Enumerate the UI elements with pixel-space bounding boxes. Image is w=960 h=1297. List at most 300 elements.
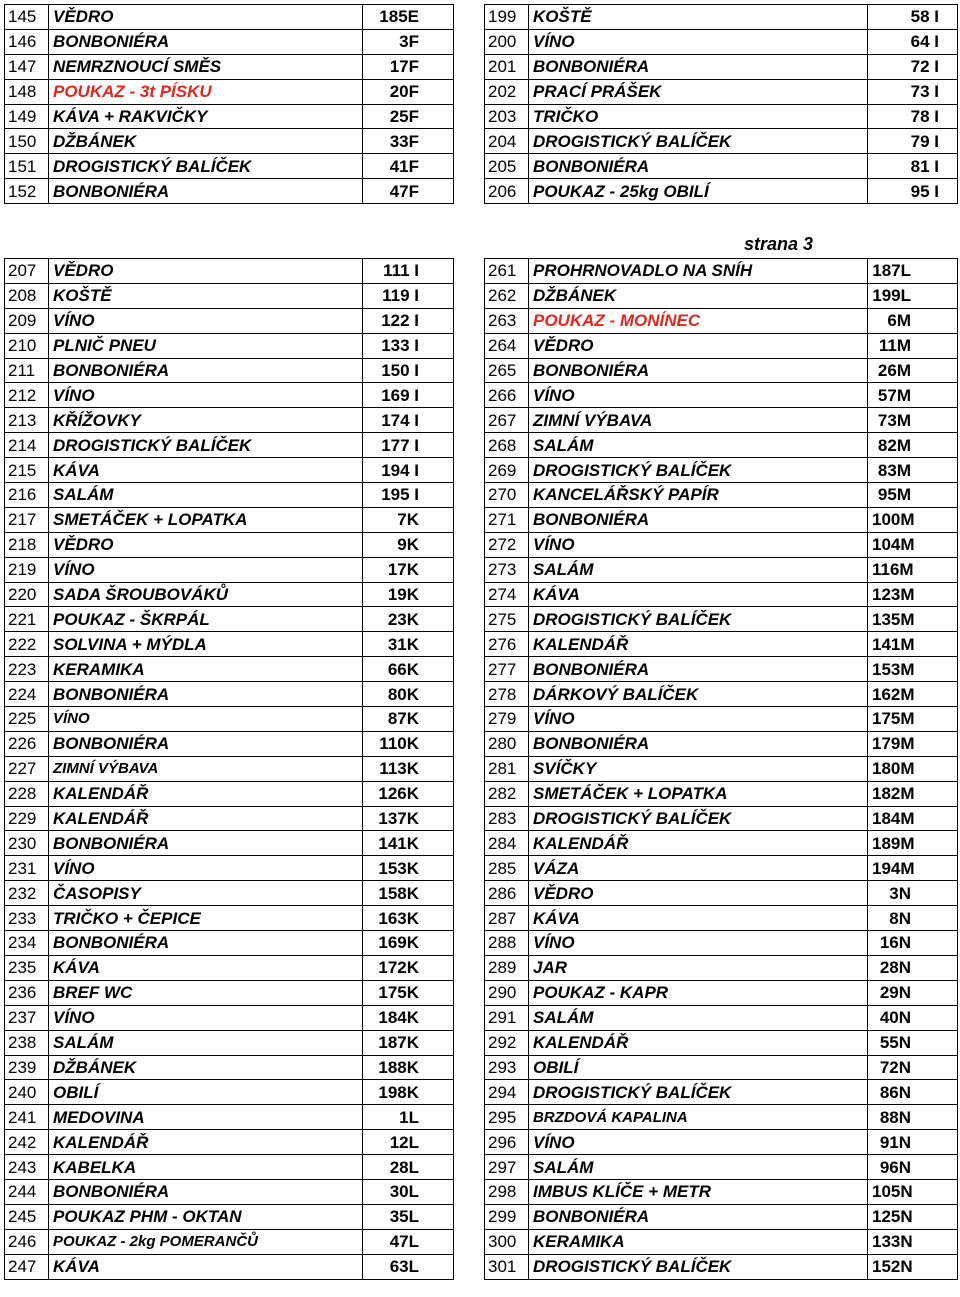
table-row — [485, 408, 958, 433]
row-number-cell: 296 — [485, 1130, 529, 1155]
table-row — [485, 1179, 958, 1204]
ticket-code-cell: 31K — [363, 632, 454, 657]
prize-name-cell: KOŠTĚ — [49, 283, 363, 308]
prize-name-cell: PLNIČ PNEU — [49, 333, 363, 358]
row-number-cell: 210 — [5, 333, 49, 358]
prize-name-cell: VÍNO — [529, 707, 868, 732]
table-row — [485, 29, 958, 54]
ticket-code-cell: 194 I — [363, 458, 454, 483]
prize-name-cell: KÁVA — [49, 458, 363, 483]
prize-name-cell: DŽBÁNEK — [49, 1055, 363, 1080]
prize-name-cell: ZIMNÍ VÝBAVA — [49, 756, 363, 781]
prize-name-cell: VÍNO — [529, 931, 868, 956]
row-number-cell: 201 — [485, 54, 529, 79]
ticket-code-cell: 40N — [868, 1005, 958, 1030]
table-row — [5, 483, 454, 508]
prize-name-cell: DROGISTICKÝ BALÍČEK — [529, 607, 868, 632]
row-number-cell: 224 — [5, 682, 49, 707]
prize-name-cell: SALÁM — [49, 483, 363, 508]
ticket-code-cell: 113K — [363, 756, 454, 781]
ticket-code-cell: 82M — [868, 433, 958, 458]
row-number-cell: 268 — [485, 433, 529, 458]
prize-name-cell: SALÁM — [529, 1155, 868, 1180]
prize-name-cell: VÍNO — [529, 1130, 868, 1155]
ticket-code-cell: 25F — [363, 104, 454, 129]
table-row — [485, 259, 958, 284]
row-number-cell: 266 — [485, 383, 529, 408]
prize-name-cell: BONBONIÉRA — [529, 507, 868, 532]
prize-name-cell: KÁVA — [529, 582, 868, 607]
row-number-cell: 220 — [5, 582, 49, 607]
row-number-cell: 278 — [485, 682, 529, 707]
prize-name-cell: IMBUS KLÍČE + METR — [529, 1179, 868, 1204]
prize-name-cell: VĚDRO — [529, 333, 868, 358]
prize-name-cell: VÍNO — [49, 383, 363, 408]
table-row — [5, 806, 454, 831]
row-number-cell: 211 — [5, 358, 49, 383]
prize-name-cell: POUKAZ - MONÍNEC — [529, 308, 868, 333]
prize-name-cell: SOLVINA + MÝDLA — [49, 632, 363, 657]
ticket-code-cell: 12L — [363, 1130, 454, 1155]
row-number-cell: 209 — [5, 308, 49, 333]
table-row — [5, 906, 454, 931]
prize-name-cell: SALÁM — [529, 1005, 868, 1030]
table-row — [5, 682, 454, 707]
row-number-cell: 229 — [5, 806, 49, 831]
ticket-code-cell: 3N — [868, 881, 958, 906]
prize-name-cell: DROGISTICKÝ BALÍČEK — [529, 1080, 868, 1105]
row-number-cell: 262 — [485, 283, 529, 308]
table-row — [5, 179, 454, 204]
prize-name-cell: ČASOPISY — [49, 881, 363, 906]
ticket-code-cell: 122 I — [363, 308, 454, 333]
ticket-code-cell: 73 I — [868, 79, 958, 104]
table-row — [5, 607, 454, 632]
ticket-code-cell: 111 I — [363, 259, 454, 284]
row-number-cell: 291 — [485, 1005, 529, 1030]
row-number-cell: 207 — [5, 259, 49, 284]
ticket-code-cell: 198K — [363, 1080, 454, 1105]
ticket-code-cell: 73M — [868, 408, 958, 433]
prize-name-cell: POUKAZ PHM - OKTAN — [49, 1204, 363, 1229]
prize-name-cell: POUKAZ - ŠKRPÁL — [49, 607, 363, 632]
table-row — [5, 707, 454, 732]
row-number-cell: 204 — [485, 129, 529, 154]
table-row — [485, 458, 958, 483]
row-number-cell: 247 — [5, 1254, 49, 1279]
prize-name-cell: SALÁM — [529, 433, 868, 458]
row-number-cell: 228 — [5, 781, 49, 806]
table-row — [5, 881, 454, 906]
prize-name-cell: OBILÍ — [49, 1080, 363, 1105]
row-number-cell: 265 — [485, 358, 529, 383]
ticket-code-cell: 72 I — [868, 54, 958, 79]
prize-name-cell: VÍNO — [529, 29, 868, 54]
row-number-cell: 287 — [485, 906, 529, 931]
ticket-code-cell: 195 I — [363, 483, 454, 508]
table-row — [5, 931, 454, 956]
row-number-cell: 214 — [5, 433, 49, 458]
prize-name-cell: VĚDRO — [529, 881, 868, 906]
ticket-code-cell: 20F — [363, 79, 454, 104]
ticket-code-cell: 57M — [868, 383, 958, 408]
row-number-cell: 276 — [485, 632, 529, 657]
table-row — [485, 1105, 958, 1130]
ticket-code-cell: 185E — [363, 5, 454, 30]
table-row — [485, 1229, 958, 1254]
prize-name-cell: VÍNO — [529, 532, 868, 557]
row-number-cell: 240 — [5, 1080, 49, 1105]
ticket-code-cell: 179M — [868, 731, 958, 756]
table-row — [5, 383, 454, 408]
row-number-cell: 290 — [485, 980, 529, 1005]
table-row — [485, 507, 958, 532]
table-row — [5, 1055, 454, 1080]
prize-name-cell: BONBONIÉRA — [529, 358, 868, 383]
ticket-code-cell: 1L — [363, 1105, 454, 1130]
prize-name-cell: KŘÍŽOVKY — [49, 408, 363, 433]
ticket-code-cell: 187L — [868, 259, 958, 284]
ticket-code-cell: 194M — [868, 856, 958, 881]
prize-name-cell: SMETÁČEK + LOPATKA — [49, 507, 363, 532]
ticket-code-cell: 169 I — [363, 383, 454, 408]
row-number-cell: 242 — [5, 1130, 49, 1155]
row-number-cell: 239 — [5, 1055, 49, 1080]
ticket-code-cell: 26M — [868, 358, 958, 383]
table-row — [5, 756, 454, 781]
table-row — [5, 5, 454, 30]
table-row — [5, 1204, 454, 1229]
prize-name-cell: BONBONIÉRA — [49, 179, 363, 204]
row-number-cell: 223 — [5, 657, 49, 682]
table-row — [5, 129, 454, 154]
prize-name-cell: POUKAZ - 3t PÍSKU — [49, 79, 363, 104]
table-row — [5, 781, 454, 806]
row-number-cell: 149 — [5, 104, 49, 129]
table-row — [485, 1254, 958, 1279]
ticket-code-cell: 28N — [868, 955, 958, 980]
prize-name-cell: DŽBÁNEK — [529, 283, 868, 308]
table-row — [485, 154, 958, 179]
prize-name-cell: VÁZA — [529, 856, 868, 881]
ticket-code-cell: 66K — [363, 657, 454, 682]
table-row — [5, 557, 454, 582]
row-number-cell: 281 — [485, 756, 529, 781]
table-row — [485, 582, 958, 607]
table-row — [5, 458, 454, 483]
prize-name-cell: VÍNO — [529, 383, 868, 408]
ticket-code-cell: 9K — [363, 532, 454, 557]
table-row — [5, 54, 454, 79]
ticket-code-cell: 141M — [868, 632, 958, 657]
table-row — [485, 856, 958, 881]
row-number-cell: 212 — [5, 383, 49, 408]
table-row — [485, 1030, 958, 1055]
ticket-code-cell: 150 I — [363, 358, 454, 383]
ticket-code-cell: 79 I — [868, 129, 958, 154]
page-heading: strana 3 — [744, 234, 814, 254]
ticket-code-cell: 81 I — [868, 154, 958, 179]
prize-name-cell: KERAMIKA — [49, 657, 363, 682]
ticket-code-cell: 78 I — [868, 104, 958, 129]
ticket-code-cell: 163K — [363, 906, 454, 931]
table-row — [485, 881, 958, 906]
prize-name-cell: DROGISTICKÝ BALÍČEK — [529, 129, 868, 154]
ticket-code-cell: 95M — [868, 483, 958, 508]
table-row — [485, 179, 958, 204]
row-number-cell: 288 — [485, 931, 529, 956]
table-row — [485, 1130, 958, 1155]
row-number-cell: 213 — [5, 408, 49, 433]
prize-name-cell: BONBONIÉRA — [49, 29, 363, 54]
table-row — [5, 1080, 454, 1105]
prize-name-cell: BONBONIÉRA — [529, 54, 868, 79]
row-number-cell: 282 — [485, 781, 529, 806]
prize-name-cell: VĚDRO — [49, 532, 363, 557]
prize-name-cell: VĚDRO — [49, 5, 363, 30]
row-number-cell: 147 — [5, 54, 49, 79]
prize-name-cell: PROHRNOVADLO NA SNÍH — [529, 259, 868, 284]
ticket-code-cell: 182M — [868, 781, 958, 806]
ticket-code-cell: 104M — [868, 532, 958, 557]
table-row — [5, 582, 454, 607]
ticket-code-cell: 80K — [363, 682, 454, 707]
table-row — [485, 383, 958, 408]
ticket-code-cell: 47L — [363, 1229, 454, 1254]
table-row — [5, 1005, 454, 1030]
row-number-cell: 221 — [5, 607, 49, 632]
prize-name-cell: BONBONIÉRA — [49, 1179, 363, 1204]
ticket-code-cell: 16N — [868, 931, 958, 956]
row-number-cell: 237 — [5, 1005, 49, 1030]
prize-name-cell: BREF WC — [49, 980, 363, 1005]
prize-name-cell: DROGISTICKÝ BALÍČEK — [529, 1254, 868, 1279]
ticket-code-cell: 169K — [363, 931, 454, 956]
row-number-cell: 150 — [5, 129, 49, 154]
table-row — [485, 657, 958, 682]
prize-name-cell: KOŠTĚ — [529, 5, 868, 30]
row-number-cell: 245 — [5, 1204, 49, 1229]
row-number-cell: 279 — [485, 707, 529, 732]
prize-name-cell: TRIČKO + ČEPICE — [49, 906, 363, 931]
row-number-cell: 283 — [485, 806, 529, 831]
ticket-code-cell: 17F — [363, 54, 454, 79]
prize-name-cell: MEDOVINA — [49, 1105, 363, 1130]
table-row — [485, 955, 958, 980]
ticket-code-cell: 110K — [363, 731, 454, 756]
table-row — [5, 632, 454, 657]
row-number-cell: 227 — [5, 756, 49, 781]
ticket-code-cell: 133 I — [363, 333, 454, 358]
ticket-code-cell: 152N — [868, 1254, 958, 1279]
row-number-cell: 273 — [485, 557, 529, 582]
table-row — [485, 483, 958, 508]
table-row — [5, 1155, 454, 1180]
prize-name-cell: BONBONIÉRA — [49, 682, 363, 707]
table-row — [485, 358, 958, 383]
table-row — [485, 1204, 958, 1229]
table-row — [485, 79, 958, 104]
row-number-cell: 208 — [5, 283, 49, 308]
ticket-code-cell: 86N — [868, 1080, 958, 1105]
row-number-cell: 219 — [5, 557, 49, 582]
ticket-code-cell: 64 I — [868, 29, 958, 54]
row-number-cell: 199 — [485, 5, 529, 30]
row-number-cell: 270 — [485, 483, 529, 508]
prize-name-cell: BONBONIÉRA — [529, 657, 868, 682]
row-number-cell: 145 — [5, 5, 49, 30]
table-row — [485, 980, 958, 1005]
table-row — [5, 408, 454, 433]
table-row — [5, 154, 454, 179]
prize-name-cell: VÍNO — [49, 707, 363, 732]
prize-name-cell: KABELKA — [49, 1155, 363, 1180]
table-row — [485, 308, 958, 333]
row-number-cell: 225 — [5, 707, 49, 732]
ticket-code-cell: 6M — [868, 308, 958, 333]
row-number-cell: 218 — [5, 532, 49, 557]
ticket-code-cell: 3F — [363, 29, 454, 54]
table-row — [5, 308, 454, 333]
table-row — [5, 259, 454, 284]
row-number-cell: 217 — [5, 507, 49, 532]
table-row — [485, 1005, 958, 1030]
ticket-code-cell: 23K — [363, 607, 454, 632]
prize-name-cell: OBILÍ — [529, 1055, 868, 1080]
table-row — [485, 283, 958, 308]
table-row — [5, 1229, 454, 1254]
row-number-cell: 284 — [485, 831, 529, 856]
ticket-code-cell: 7K — [363, 507, 454, 532]
table-row — [5, 731, 454, 756]
ticket-code-cell: 8N — [868, 906, 958, 931]
row-number-cell: 234 — [5, 931, 49, 956]
row-number-cell: 267 — [485, 408, 529, 433]
prize-name-cell: BONBONIÉRA — [529, 1204, 868, 1229]
table-row — [485, 104, 958, 129]
table-row — [5, 283, 454, 308]
prize-name-cell: VÍNO — [49, 557, 363, 582]
row-number-cell: 294 — [485, 1080, 529, 1105]
prize-name-cell: POUKAZ - KAPR — [529, 980, 868, 1005]
ticket-code-cell: 28L — [363, 1155, 454, 1180]
table-row — [485, 54, 958, 79]
table-row — [485, 707, 958, 732]
prize-name-cell: KALENDÁŘ — [49, 806, 363, 831]
table-row — [485, 607, 958, 632]
ticket-code-cell: 187K — [363, 1030, 454, 1055]
ticket-code-cell: 119 I — [363, 283, 454, 308]
ticket-code-cell: 19K — [363, 582, 454, 607]
prize-name-cell: DROGISTICKÝ BALÍČEK — [529, 806, 868, 831]
table-row — [485, 931, 958, 956]
ticket-code-cell: 55N — [868, 1030, 958, 1055]
row-number-cell: 298 — [485, 1179, 529, 1204]
prize-name-cell: SALÁM — [529, 557, 868, 582]
row-number-cell: 300 — [485, 1229, 529, 1254]
prize-name-cell: DROGISTICKÝ BALÍČEK — [529, 458, 868, 483]
row-number-cell: 264 — [485, 333, 529, 358]
prize-name-cell: PRACÍ PRÁŠEK — [529, 79, 868, 104]
prize-name-cell: DŽBÁNEK — [49, 129, 363, 154]
table-row — [5, 856, 454, 881]
ticket-code-cell: 174 I — [363, 408, 454, 433]
table-row — [5, 104, 454, 129]
prize-name-cell: VĚDRO — [49, 259, 363, 284]
table-row — [485, 5, 958, 30]
table-row — [485, 129, 958, 154]
table-row — [5, 507, 454, 532]
ticket-code-cell: 180M — [868, 756, 958, 781]
prize-name-cell: DROGISTICKÝ BALÍČEK — [49, 154, 363, 179]
prize-name-cell: BONBONIÉRA — [49, 931, 363, 956]
table-row — [485, 906, 958, 931]
ticket-code-cell: 162M — [868, 682, 958, 707]
row-number-cell: 246 — [5, 1229, 49, 1254]
ticket-code-cell: 158K — [363, 881, 454, 906]
row-number-cell: 216 — [5, 483, 49, 508]
table-row — [5, 333, 454, 358]
row-number-cell: 146 — [5, 29, 49, 54]
prize-name-cell: POUKAZ - 2kg POMERANČŮ — [49, 1229, 363, 1254]
ticket-code-cell: 96N — [868, 1155, 958, 1180]
row-number-cell: 238 — [5, 1030, 49, 1055]
row-number-cell: 200 — [485, 29, 529, 54]
table-row — [5, 532, 454, 557]
prize-name-cell: BONBONIÉRA — [529, 731, 868, 756]
row-number-cell: 285 — [485, 856, 529, 881]
prize-name-cell: KALENDÁŘ — [529, 1030, 868, 1055]
ticket-code-cell: 133N — [868, 1229, 958, 1254]
row-number-cell: 274 — [485, 582, 529, 607]
table-row — [5, 980, 454, 1005]
prize-name-cell: BONBONIÉRA — [49, 358, 363, 383]
prize-name-cell: BRZDOVÁ KAPALINA — [529, 1105, 868, 1130]
row-number-cell: 148 — [5, 79, 49, 104]
ticket-code-cell: 29N — [868, 980, 958, 1005]
row-number-cell: 297 — [485, 1155, 529, 1180]
row-number-cell: 272 — [485, 532, 529, 557]
table-row — [485, 1155, 958, 1180]
prize-name-cell: SALÁM — [49, 1030, 363, 1055]
row-number-cell: 289 — [485, 955, 529, 980]
row-number-cell: 152 — [5, 179, 49, 204]
row-number-cell: 269 — [485, 458, 529, 483]
ticket-code-cell: 35L — [363, 1204, 454, 1229]
prize-name-cell: TRIČKO — [529, 104, 868, 129]
row-number-cell: 230 — [5, 831, 49, 856]
prize-name-cell: JAR — [529, 955, 868, 980]
ticket-code-cell: 153K — [363, 856, 454, 881]
row-number-cell: 286 — [485, 881, 529, 906]
prize-table-main-left — [4, 258, 454, 1280]
prize-table-top-right — [484, 4, 958, 204]
row-number-cell: 205 — [485, 154, 529, 179]
prize-name-cell: BONBONIÉRA — [529, 154, 868, 179]
table-row — [485, 682, 958, 707]
ticket-code-cell: 177 I — [363, 433, 454, 458]
row-number-cell: 292 — [485, 1030, 529, 1055]
table-row — [485, 731, 958, 756]
prize-name-cell: BONBONIÉRA — [49, 731, 363, 756]
ticket-code-cell: 137K — [363, 806, 454, 831]
table-row — [5, 433, 454, 458]
row-number-cell: 243 — [5, 1155, 49, 1180]
table-row — [5, 1130, 454, 1155]
table-row — [485, 1080, 958, 1105]
row-number-cell: 233 — [5, 906, 49, 931]
prize-name-cell: NEMRZNOUCÍ SMĚS — [49, 54, 363, 79]
